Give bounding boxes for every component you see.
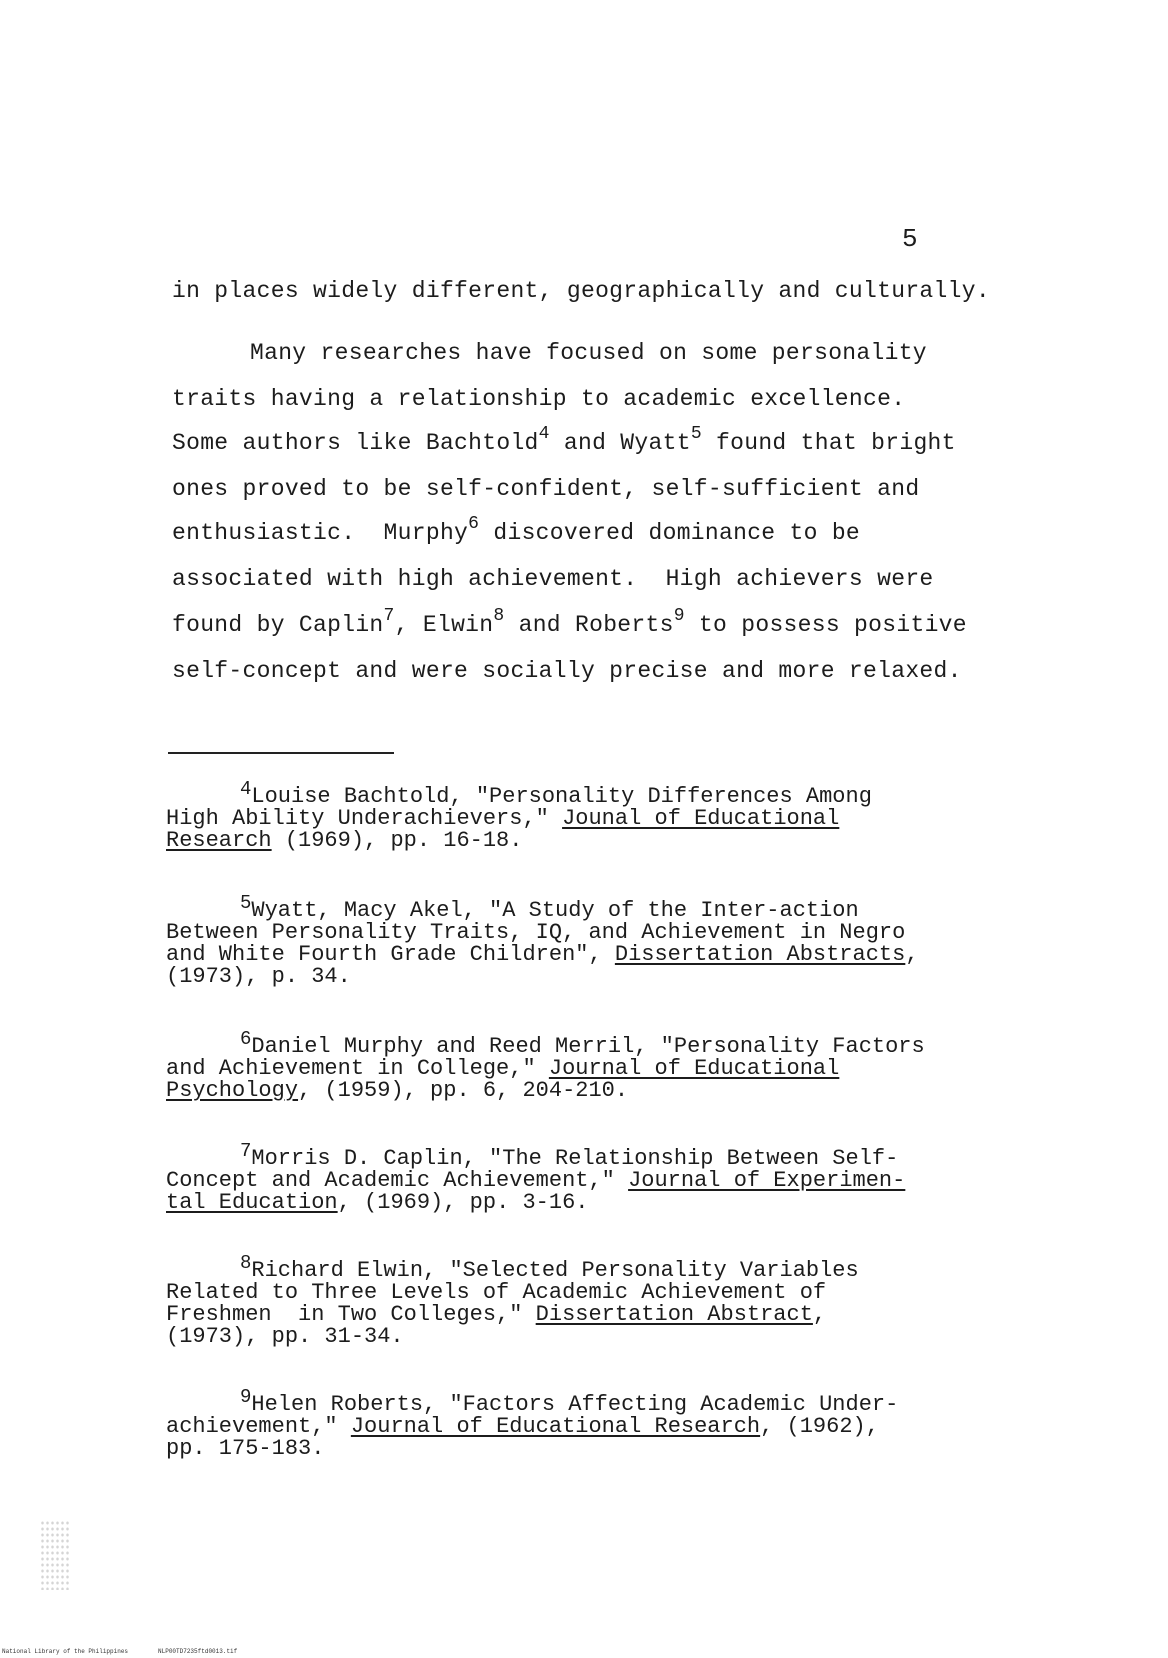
body-text-run: Some authors like Bachtold xyxy=(172,430,539,456)
footnote-ref: 8 xyxy=(493,606,505,626)
body-line: associated with high achievement. High achievers were xyxy=(172,566,934,592)
footnote-line: Related to Three Levels of Academic Achievement of xyxy=(166,1280,827,1305)
footnote-line: (1973), p. 34. xyxy=(166,964,351,989)
footnote-line xyxy=(166,1252,1066,1283)
footnote-line xyxy=(166,778,1066,809)
body-line xyxy=(172,606,967,638)
body-text-run: and Roberts xyxy=(504,612,674,638)
footnote-title: Dissertation Abstracts xyxy=(614,942,906,967)
page-number: 5 xyxy=(902,224,918,254)
body-line: in places widely different, geographically and culturally. xyxy=(172,278,990,304)
footnote-7 xyxy=(166,1140,1066,1215)
footnote-text: Freshmen in Two Colleges," xyxy=(166,1302,536,1327)
footnote-line: (1973), pp. 31-34. xyxy=(166,1324,404,1349)
footnote-text: Richard Elwin, "Selected Personality Variables xyxy=(251,1258,859,1283)
footnote-number: 7 xyxy=(240,1140,252,1162)
footnote-text: Morris D. Caplin, "The Relationship Between Self- xyxy=(251,1146,899,1171)
body-text-run: found that bright xyxy=(701,430,956,456)
footnote-title: Jounal of Educational xyxy=(562,806,840,831)
footnote-9 xyxy=(166,1386,1066,1461)
footnote-title: Research xyxy=(166,828,272,853)
footnote-8 xyxy=(166,1252,1066,1349)
body-text-run: discovered dominance to be xyxy=(479,520,861,546)
footnote-line xyxy=(166,1028,1066,1059)
footnote-text: Daniel Murphy and Reed Merril, "Personality Factors xyxy=(251,1034,925,1059)
footnote-line: Between Personality Traits, IQ, and Achievement in Negro xyxy=(166,920,906,945)
footnote-ref: 4 xyxy=(538,424,550,444)
footnote-number: 9 xyxy=(240,1386,252,1408)
footnote-title: Dissertation Abstract xyxy=(535,1302,813,1327)
footnote-text: Louise Bachtold, "Personality Differences Among xyxy=(251,784,872,809)
footnote-ref: 5 xyxy=(690,424,702,444)
body-text-run: , Elwin xyxy=(394,612,494,638)
footnote-line xyxy=(166,1170,1066,1192)
footnote-title: Psychology xyxy=(166,1078,299,1103)
footnote-text: Helen Roberts, "Factors Affecting Academic Under- xyxy=(251,1392,899,1417)
body-line: self-concept and were socially precise and more relaxed. xyxy=(172,658,962,684)
footnote-ref: 6 xyxy=(468,514,480,534)
footnote-line xyxy=(166,1080,1066,1102)
footnote-line: pp. 175-183. xyxy=(166,1436,325,1461)
footnote-text: , xyxy=(812,1302,827,1327)
body-text-run: to possess positive xyxy=(684,612,967,638)
footnote-text: achievement," xyxy=(166,1414,351,1439)
footnote-ref: 7 xyxy=(383,606,395,626)
footnote-text: (1969), pp. 16-18. xyxy=(271,828,523,853)
body-line: traits having a relationship to academic excellence. xyxy=(172,386,906,412)
body-line: ones proved to be self-confident, self-sufficient and xyxy=(172,476,920,502)
file-name: NLP00TD7235ftd0013.tif xyxy=(158,1648,238,1655)
footnote-text: and Achievement in College," xyxy=(166,1056,549,1081)
footnote-separator xyxy=(168,752,394,754)
body-line xyxy=(172,424,956,456)
footnote-line xyxy=(166,944,1066,966)
library-name: National Library of the Philippines xyxy=(2,1648,129,1655)
footnote-4 xyxy=(166,778,1066,853)
footnote-5 xyxy=(166,892,1066,989)
footnote-title: Journal of Educational xyxy=(548,1056,840,1081)
footnote-line xyxy=(166,892,1066,923)
footnote-line xyxy=(166,1140,1066,1171)
footnote-text: , (1962), xyxy=(760,1414,879,1439)
footnote-number: 6 xyxy=(240,1028,252,1050)
footnote-line xyxy=(166,1304,1066,1326)
body-text-run: found by Caplin xyxy=(172,612,384,638)
footnote-text: , (1959), pp. 6, 204-210. xyxy=(298,1078,629,1103)
body-line: Many researches have focused on some personality xyxy=(250,340,927,366)
footnote-text: , (1969), pp. 3-16. xyxy=(337,1190,589,1215)
footnote-line xyxy=(166,1386,1066,1417)
footnote-line xyxy=(166,1416,1066,1438)
footnote-number: 4 xyxy=(240,778,252,800)
body-text-run: and Wyatt xyxy=(549,430,691,456)
footnote-line xyxy=(166,830,1066,852)
scan-speckle xyxy=(40,1520,70,1590)
footnote-text: and White Fourth Grade Children", xyxy=(166,942,615,967)
footnote-line xyxy=(166,1058,1066,1080)
footnote-title: Journal of Experimen- xyxy=(628,1168,906,1193)
footnote-line xyxy=(166,808,1066,830)
footnote-number: 5 xyxy=(240,892,252,914)
footnote-ref: 9 xyxy=(673,606,685,626)
footnote-text: , xyxy=(905,942,919,967)
scan-footer xyxy=(2,1648,237,1655)
footnote-6 xyxy=(166,1028,1066,1103)
footnote-text: Concept and Academic Achievement," xyxy=(166,1168,629,1193)
footnote-title: tal Education xyxy=(166,1190,338,1215)
footnote-text: Wyatt, Macy Akel, "A Study of the Inter-action xyxy=(251,898,859,923)
footnote-title: Journal of Educational Research xyxy=(350,1414,761,1439)
footnote-line xyxy=(166,1192,1066,1214)
footnote-text: High Ability Underachievers," xyxy=(166,806,563,831)
body-line xyxy=(172,514,861,546)
footnote-number: 8 xyxy=(240,1252,252,1274)
body-text-run: enthusiastic. Murphy xyxy=(172,520,469,546)
